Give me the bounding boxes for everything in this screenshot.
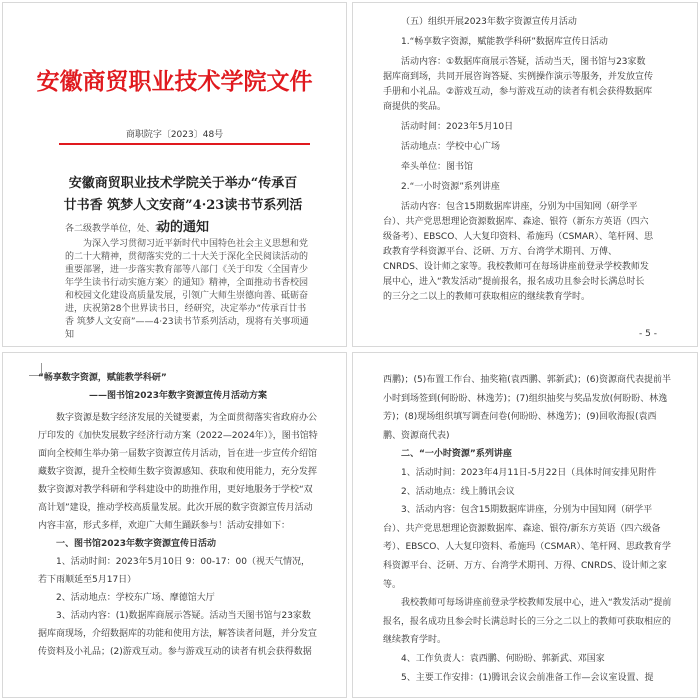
document-red-title: 安徽商贸职业技术学院文件 — [36, 68, 313, 95]
paragraph: 为深入学习贯彻习近平新时代中国特色社会主义思想和党的二十大精神，贯彻落实党的二十大关于深化全民阅读活动的重要部署，进一步落实教育部等八部门《关于印发〈全国青少年学生读书行动实施方案〉的通知》精神，全面推动书香校园和校园文化建设高质量发展，引领广大师生崇德向善、砥砺奋进，庆祝第28个世界读书日，经研究，决定举办“传承百廿书香 筑梦人文安商”——4·23读书节系列活动，现将有关事项通知 — [65, 239, 309, 340]
list-item: 2、活动地点：线上腾讯会议 — [401, 486, 515, 497]
paragraph: 活动地点：学校中心广场 — [401, 142, 501, 152]
paragraph: 1.“畅享数字资源，赋能教学科研”数据库宣传日活动 — [401, 37, 608, 47]
list-item: 1、活动时间：2023年4月11日-5月22日（具体时间安排见附件 — [401, 467, 657, 478]
list-item: 5、主要工作安排：(1)腾讯会议会前准备工作—会议室设置、提 — [401, 672, 654, 683]
notice-title: 安徽商贸职业技术学院关于举办“传承百廿书香 筑梦人文安商”4·23读书节系列活动的通知 — [63, 176, 303, 235]
page1-body — [65, 223, 315, 344]
salutation: 各二级教学单位，处、室： — [65, 224, 174, 234]
page4-body — [383, 371, 673, 687]
paragraph: 数字资源是数字经济发展的关键要素，为全面贯彻落实省政府办公厅印发的《加快发展数字经济行动方案（2022—2024年）》，图书馆特面向全校师生举办第一届数字资源宣传月活动，旨在进一步宣传介绍馆藏数字资源，提升全校师生数字资源感知、获取和使用能力，充分发挥数字资源对教学科研和学科建设中的助推作用，更好地服务于学校“双高计划”建设，推动学校高质量发展。此次开展的数字资源宣传月活动内容丰富，形式多样，欢迎广大师生踊跃参与！活动安排如下： — [38, 413, 318, 531]
paragraph: 牵头单位：图书馆 — [401, 162, 474, 172]
document-page-2 — [352, 2, 698, 347]
section-heading: 二、“一小时资源”系列讲座 — [401, 449, 512, 460]
list-item: 3、活动内容：(1)数据库商展示答疑。活动当天图书馆与23家数据库商现场，介绍数据库的功能和使用方法，解答读者问题，并分发宣传资料及小礼品；(2)游戏互动。参与游戏互动的读者有机会获得数据 — [38, 611, 318, 657]
plan-title-line2: ——图书馆2023年数字资源宣传月活动方案 — [88, 391, 268, 401]
list-item: 我校教师可每场讲座前登录学校教师发展中心，进入“教发活动”提前报名，报名成功且参会时长满总时长的三分之二以上的教师可获取相应的继续教育学时。 — [383, 598, 672, 646]
document-number: 商职院字〔2023〕48号 — [125, 130, 224, 140]
document-page-4 — [352, 352, 698, 698]
plan-title-line1: “畅享数字资源，赋能教学科研” — [38, 373, 167, 383]
list-item: 1、活动时间：2023年5月10日 9：00-17：00（视天气情况，若下雨顺延至5月17日） — [38, 557, 311, 585]
red-divider-line — [59, 143, 310, 145]
page-number: - 5 - — [639, 329, 657, 339]
list-item: 3、活动内容：包含15期数据库讲座，分别为中国知网（研学平台）、共产党思想理论资源数据库、森途、银符/新东方英语（四六级备考）、EBSCO、人大复印资料、希施玛（CSMAR）、笔杆网、思政教育学科资源平台、泛研、万方、台湾学术期刊、万得、CNRDS、设计师之家等。 — [383, 505, 671, 590]
paragraph: 2.“一小时资源”系列讲座 — [401, 182, 500, 192]
section-heading: 一、图书馆2023年数字资源宣传日活动 — [56, 539, 217, 549]
list-item: 4、工作负责人：袁西鹏、何盼盼、郭新武、邓国家 — [401, 653, 605, 664]
paragraph: 西鹏)；(5)布置工作台、抽奖箱(袁西鹏、郭新武)；(6)资源商代表提前半小时到场签到(何盼盼、林逸芳)；(7)组织抽奖与奖品发放(何盼盼、林逸芳)；(8)现场组织填写调查问卷(何盼盼、林逸芳)；(9)回收海报(袁西鹏、资源商代表) — [383, 375, 672, 441]
page3-body — [38, 369, 318, 661]
paragraph: 活动时间：2023年5月10日 — [401, 122, 514, 132]
paragraph: 活动内容：①数据库商展示答疑，活动当天，图书馆与23家数据库商到场，共同开展咨询答疑、实例操作演示等服务，并发放宣传手册和小礼品。②游戏互动，参与游戏互动的读者有机会获得数据库商提供的奖品。 — [383, 57, 654, 112]
section-heading: （五）组织开展2023年数字资源宣传月活动 — [401, 17, 577, 27]
page2-body — [383, 15, 653, 310]
document-page-3 — [2, 352, 347, 698]
document-page-1 — [2, 2, 347, 347]
list-item: 2、活动地点：学校东广场、摩德馆大厅 — [56, 593, 215, 603]
paragraph: 活动内容：包含15期数据库讲座，分别为中国知网（研学平台）、共产党思想理论资源数据库、森途、银符（新东方英语（四六级备考）、EBSCO、人大复印资料、希施玛（CSMAR）、笔杆网、思政教育学科资源平台、泛研、万方、台湾学术期刊、万傅、CNRDS、设计师之家等。我校教师可在每场讲座前登录学校教师发展中心，进入“教发活动”提前报名，报名成功且参会时长满总时长的三分之二以上的教师可获取相应的继续教育学时。 — [383, 202, 653, 302]
